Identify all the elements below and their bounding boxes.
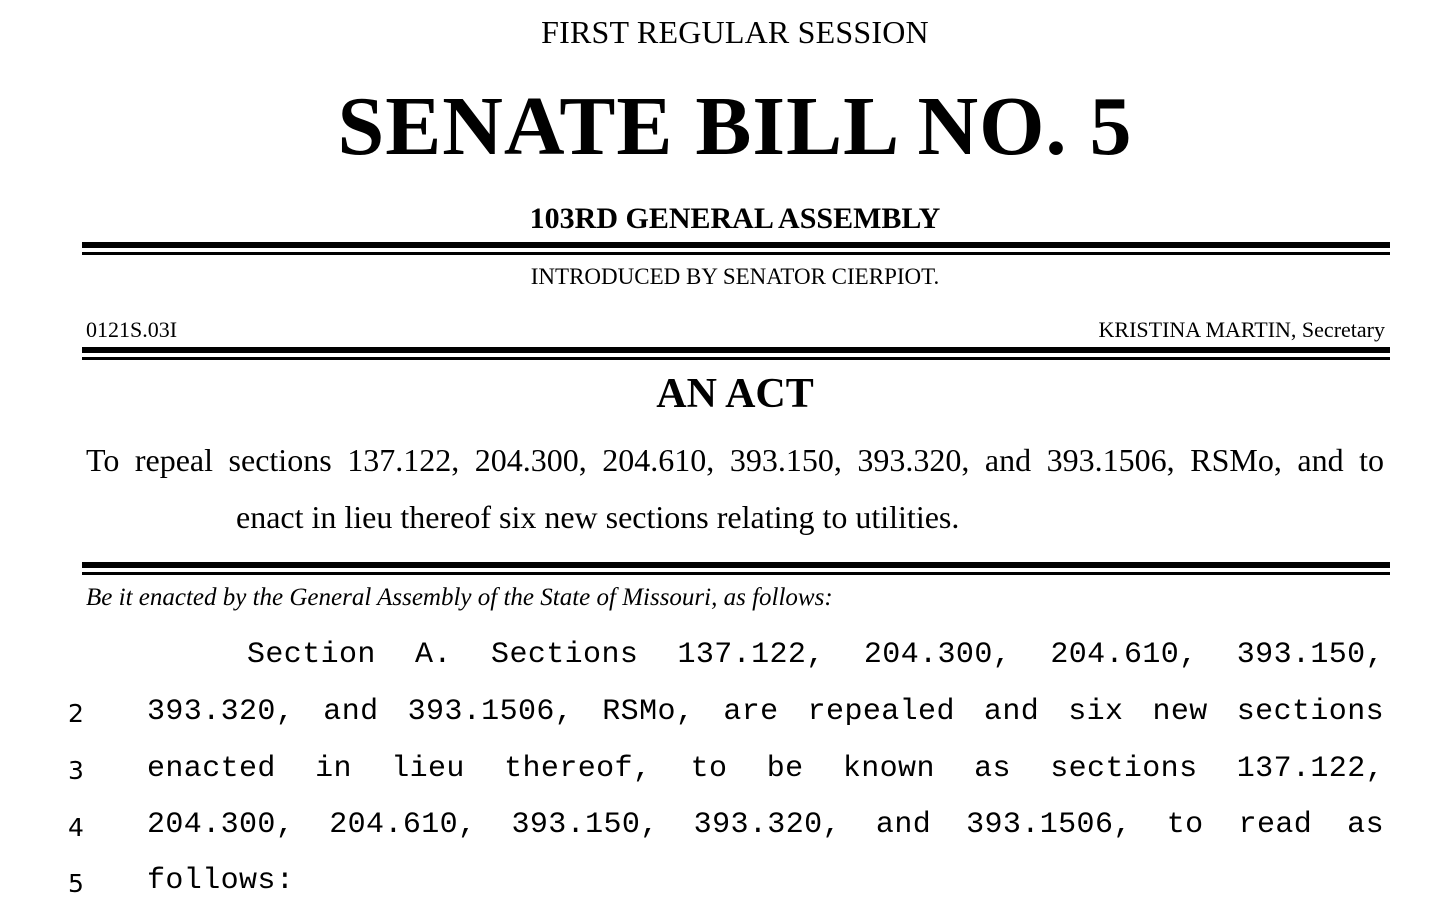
enacting-clause: Be it enacted by the General Assembly of the State of Missouri, as follows: — [86, 584, 833, 611]
double-rule-divider — [82, 562, 1390, 576]
general-assembly-label: 103RD GENERAL ASSEMBLY — [529, 202, 941, 235]
bill-text-line: follows: — [147, 864, 295, 898]
line-number: 2 — [68, 699, 84, 728]
bill-text-line: 204.300, 204.610, 393.150, 393.320, and 393.1506, to read as — [147, 808, 1384, 842]
introduced-by: INTRODUCED BY SENATOR CIERPIOT. — [530, 264, 940, 289]
line-number: 5 — [68, 869, 84, 898]
line-number: 3 — [68, 756, 84, 785]
bill-text-line: enacted in lieu thereof, to be known as sections 137.122, — [147, 752, 1384, 786]
line-number: 4 — [68, 813, 84, 842]
act-heading: AN ACT — [656, 371, 814, 417]
act-title-line: To repeal sections 137.122, 204.300, 204.610, 393.150, 393.320, and 393.1506, RSMo, and to — [86, 442, 1384, 478]
secretary-name: KRISTINA MARTIN, Secretary — [1098, 317, 1385, 342]
bill-title: SENATE BILL NO. 5 — [337, 80, 1133, 173]
double-rule-divider — [82, 242, 1390, 256]
bill-text-line: 393.320, and 393.1506, RSMo, are repealed and six new sections — [147, 695, 1384, 729]
bill-text-line: Section A. Sections 137.122, 204.300, 204.610, 393.150, — [247, 638, 1384, 672]
bill-code: 0121S.03I — [86, 317, 178, 342]
double-rule-divider — [82, 347, 1390, 361]
act-title-line: enact in lieu thereof six new sections relating to utilities. — [236, 499, 960, 535]
session-label: FIRST REGULAR SESSION — [541, 14, 929, 50]
